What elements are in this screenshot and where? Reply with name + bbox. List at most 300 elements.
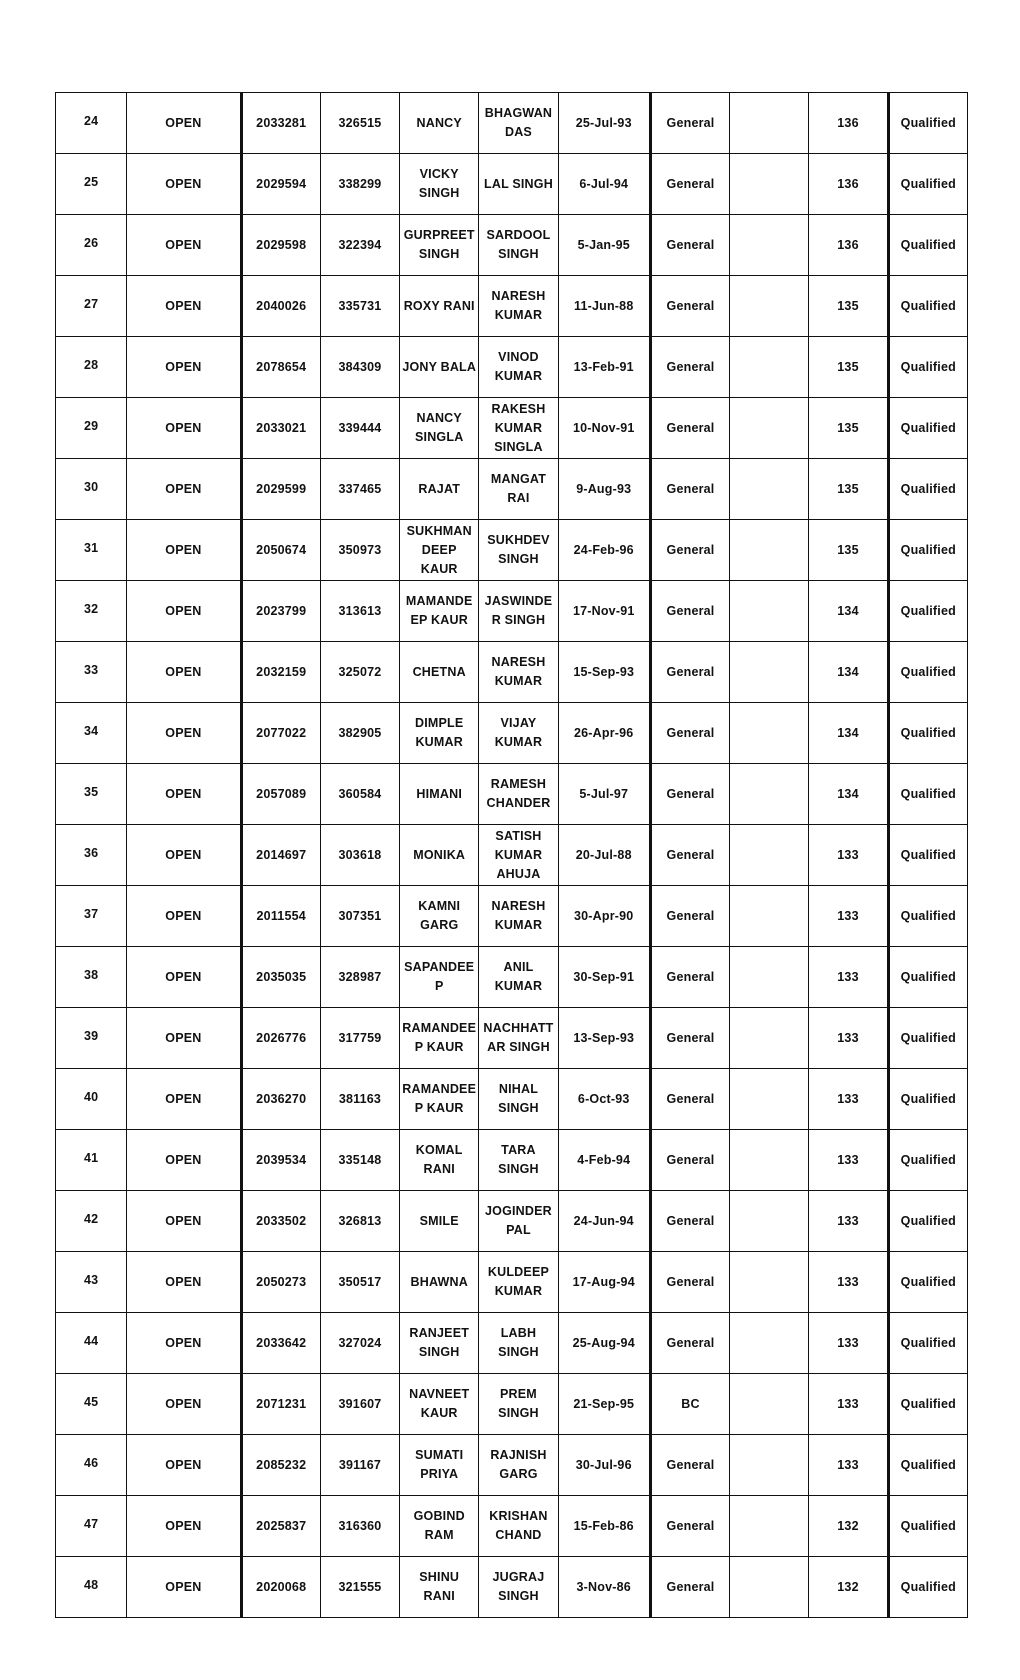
result-cell: Qualified — [888, 93, 967, 154]
registration-number-cell: 321555 — [320, 1557, 399, 1618]
serial-number-cell: 24 — [56, 93, 127, 154]
serial-number-cell: 26 — [56, 215, 127, 276]
roll-number-cell: 2029598 — [241, 215, 320, 276]
category-type-cell: OPEN — [127, 1313, 241, 1374]
category-type-cell: OPEN — [127, 886, 241, 947]
candidate-name-cell: HIMANI — [400, 764, 479, 825]
candidate-name-cell: SMILE — [400, 1191, 479, 1252]
empty-cell — [730, 1252, 809, 1313]
table-row — [56, 1252, 968, 1313]
date-of-birth-cell: 10-Nov-91 — [558, 398, 650, 459]
reservation-category-cell: General — [650, 520, 729, 581]
roll-number-cell: 2040026 — [241, 276, 320, 337]
category-type-cell: OPEN — [127, 337, 241, 398]
category-type-cell: OPEN — [127, 1557, 241, 1618]
empty-cell — [730, 459, 809, 520]
table-row — [56, 337, 968, 398]
result-cell: Qualified — [888, 581, 967, 642]
roll-number-cell: 2050273 — [241, 1252, 320, 1313]
result-cell: Qualified — [888, 825, 967, 886]
marks-cell: 134 — [809, 581, 888, 642]
marks-cell: 133 — [809, 1435, 888, 1496]
empty-cell — [730, 1069, 809, 1130]
registration-number-cell: 327024 — [320, 1313, 399, 1374]
candidate-name-cell: KAMNI GARG — [400, 886, 479, 947]
result-cell: Qualified — [888, 1557, 967, 1618]
roll-number-cell: 2033502 — [241, 1191, 320, 1252]
roll-number-cell: 2026776 — [241, 1008, 320, 1069]
father-name-cell: BHAGWAN DAS — [479, 93, 558, 154]
date-of-birth-cell: 17-Aug-94 — [558, 1252, 650, 1313]
registration-number-cell: 326813 — [320, 1191, 399, 1252]
result-cell: Qualified — [888, 1191, 967, 1252]
category-type-cell: OPEN — [127, 1008, 241, 1069]
registration-number-cell: 335731 — [320, 276, 399, 337]
roll-number-cell: 2020068 — [241, 1557, 320, 1618]
candidate-name-cell: GURPREET SINGH — [400, 215, 479, 276]
serial-number-cell: 46 — [56, 1435, 127, 1496]
category-type-cell: OPEN — [127, 1374, 241, 1435]
result-cell: Qualified — [888, 1130, 967, 1191]
candidate-name-cell: ROXY RANI — [400, 276, 479, 337]
reservation-category-cell: General — [650, 1191, 729, 1252]
reservation-category-cell: General — [650, 1130, 729, 1191]
roll-number-cell: 2033281 — [241, 93, 320, 154]
date-of-birth-cell: 30-Apr-90 — [558, 886, 650, 947]
table-row — [56, 1557, 968, 1618]
empty-cell — [730, 1130, 809, 1191]
registration-number-cell: 350973 — [320, 520, 399, 581]
roll-number-cell: 2025837 — [241, 1496, 320, 1557]
candidate-name-cell: BHAWNA — [400, 1252, 479, 1313]
marks-cell: 133 — [809, 947, 888, 1008]
date-of-birth-cell: 5-Jul-97 — [558, 764, 650, 825]
father-name-cell: JOGINDER PAL — [479, 1191, 558, 1252]
result-cell: Qualified — [888, 459, 967, 520]
empty-cell — [730, 642, 809, 703]
registration-number-cell: 381163 — [320, 1069, 399, 1130]
table-row — [56, 581, 968, 642]
result-cell: Qualified — [888, 764, 967, 825]
father-name-cell: NACHHATT AR SINGH — [479, 1008, 558, 1069]
reservation-category-cell: General — [650, 1435, 729, 1496]
empty-cell — [730, 154, 809, 215]
result-cell: Qualified — [888, 276, 967, 337]
table-row — [56, 1130, 968, 1191]
reservation-category-cell: General — [650, 703, 729, 764]
marks-cell: 133 — [809, 1069, 888, 1130]
marks-cell: 133 — [809, 886, 888, 947]
serial-number-cell: 35 — [56, 764, 127, 825]
category-type-cell: OPEN — [127, 520, 241, 581]
date-of-birth-cell: 15-Feb-86 — [558, 1496, 650, 1557]
registration-number-cell: 307351 — [320, 886, 399, 947]
table-row — [56, 1069, 968, 1130]
table-row — [56, 93, 968, 154]
roll-number-cell: 2029599 — [241, 459, 320, 520]
registration-number-cell: 325072 — [320, 642, 399, 703]
date-of-birth-cell: 3-Nov-86 — [558, 1557, 650, 1618]
reservation-category-cell: General — [650, 1313, 729, 1374]
reservation-category-cell: General — [650, 154, 729, 215]
serial-number-cell: 48 — [56, 1557, 127, 1618]
table-row — [56, 459, 968, 520]
result-cell: Qualified — [888, 215, 967, 276]
candidate-name-cell: JONY BALA — [400, 337, 479, 398]
category-type-cell: OPEN — [127, 1435, 241, 1496]
marks-cell: 134 — [809, 703, 888, 764]
candidate-name-cell: SUMATI PRIYA — [400, 1435, 479, 1496]
date-of-birth-cell: 30-Jul-96 — [558, 1435, 650, 1496]
reservation-category-cell: General — [650, 276, 729, 337]
father-name-cell: SATISH KUMAR AHUJA — [479, 825, 558, 886]
roll-number-cell: 2014697 — [241, 825, 320, 886]
table-row — [56, 947, 968, 1008]
roll-number-cell: 2032159 — [241, 642, 320, 703]
table-row — [56, 825, 968, 886]
table-row — [56, 1435, 968, 1496]
date-of-birth-cell: 25-Aug-94 — [558, 1313, 650, 1374]
father-name-cell: TARA SINGH — [479, 1130, 558, 1191]
category-type-cell: OPEN — [127, 398, 241, 459]
date-of-birth-cell: 24-Feb-96 — [558, 520, 650, 581]
registration-number-cell: 328987 — [320, 947, 399, 1008]
reservation-category-cell: General — [650, 886, 729, 947]
date-of-birth-cell: 6-Jul-94 — [558, 154, 650, 215]
marks-cell: 133 — [809, 1191, 888, 1252]
date-of-birth-cell: 11-Jun-88 — [558, 276, 650, 337]
father-name-cell: NARESH KUMAR — [479, 886, 558, 947]
empty-cell — [730, 581, 809, 642]
date-of-birth-cell: 26-Apr-96 — [558, 703, 650, 764]
registration-number-cell: 303618 — [320, 825, 399, 886]
marks-cell: 134 — [809, 642, 888, 703]
date-of-birth-cell: 13-Feb-91 — [558, 337, 650, 398]
candidate-name-cell: KOMAL RANI — [400, 1130, 479, 1191]
reservation-category-cell: General — [650, 764, 729, 825]
candidate-name-cell: RAJAT — [400, 459, 479, 520]
serial-number-cell: 45 — [56, 1374, 127, 1435]
category-type-cell: OPEN — [127, 947, 241, 1008]
candidate-name-cell: NANCY SINGLA — [400, 398, 479, 459]
registration-number-cell: 326515 — [320, 93, 399, 154]
category-type-cell: OPEN — [127, 93, 241, 154]
reservation-category-cell: General — [650, 215, 729, 276]
table-row — [56, 1374, 968, 1435]
father-name-cell: MANGAT RAI — [479, 459, 558, 520]
father-name-cell: KULDEEP KUMAR — [479, 1252, 558, 1313]
serial-number-cell: 40 — [56, 1069, 127, 1130]
registration-number-cell: 391607 — [320, 1374, 399, 1435]
date-of-birth-cell: 24-Jun-94 — [558, 1191, 650, 1252]
reservation-category-cell: General — [650, 825, 729, 886]
empty-cell — [730, 1557, 809, 1618]
category-type-cell: OPEN — [127, 1252, 241, 1313]
empty-cell — [730, 93, 809, 154]
result-cell: Qualified — [888, 1252, 967, 1313]
marks-cell: 136 — [809, 154, 888, 215]
father-name-cell: RAMESH CHANDER — [479, 764, 558, 825]
candidate-name-cell: RAMANDEE P KAUR — [400, 1008, 479, 1069]
reservation-category-cell: General — [650, 1069, 729, 1130]
father-name-cell: NARESH KUMAR — [479, 642, 558, 703]
roll-number-cell: 2078654 — [241, 337, 320, 398]
serial-number-cell: 34 — [56, 703, 127, 764]
father-name-cell: NIHAL SINGH — [479, 1069, 558, 1130]
marks-cell: 135 — [809, 459, 888, 520]
registration-number-cell: 391167 — [320, 1435, 399, 1496]
result-cell: Qualified — [888, 337, 967, 398]
table-row — [56, 1313, 968, 1374]
marks-cell: 133 — [809, 825, 888, 886]
result-cell: Qualified — [888, 1008, 967, 1069]
table-row — [56, 1191, 968, 1252]
serial-number-cell: 31 — [56, 520, 127, 581]
result-cell: Qualified — [888, 1313, 967, 1374]
result-cell: Qualified — [888, 886, 967, 947]
result-cell: Qualified — [888, 1496, 967, 1557]
serial-number-cell: 42 — [56, 1191, 127, 1252]
registration-number-cell: 360584 — [320, 764, 399, 825]
serial-number-cell: 29 — [56, 398, 127, 459]
date-of-birth-cell: 5-Jan-95 — [558, 215, 650, 276]
table-row — [56, 215, 968, 276]
category-type-cell: OPEN — [127, 581, 241, 642]
marks-cell: 133 — [809, 1008, 888, 1069]
father-name-cell: SARDOOL SINGH — [479, 215, 558, 276]
category-type-cell: OPEN — [127, 1191, 241, 1252]
empty-cell — [730, 398, 809, 459]
date-of-birth-cell: 9-Aug-93 — [558, 459, 650, 520]
serial-number-cell: 43 — [56, 1252, 127, 1313]
empty-cell — [730, 1313, 809, 1374]
candidate-name-cell: MONIKA — [400, 825, 479, 886]
table-row — [56, 154, 968, 215]
result-cell: Qualified — [888, 1435, 967, 1496]
category-type-cell: OPEN — [127, 703, 241, 764]
category-type-cell: OPEN — [127, 764, 241, 825]
table-row — [56, 1496, 968, 1557]
empty-cell — [730, 276, 809, 337]
father-name-cell: LAL SINGH — [479, 154, 558, 215]
serial-number-cell: 41 — [56, 1130, 127, 1191]
father-name-cell: RAJNISH GARG — [479, 1435, 558, 1496]
roll-number-cell: 2023799 — [241, 581, 320, 642]
serial-number-cell: 37 — [56, 886, 127, 947]
result-cell: Qualified — [888, 520, 967, 581]
father-name-cell: PREM SINGH — [479, 1374, 558, 1435]
marks-cell: 135 — [809, 276, 888, 337]
father-name-cell: VIJAY KUMAR — [479, 703, 558, 764]
result-cell: Qualified — [888, 1069, 967, 1130]
reservation-category-cell: General — [650, 1496, 729, 1557]
serial-number-cell: 39 — [56, 1008, 127, 1069]
father-name-cell: JUGRAJ SINGH — [479, 1557, 558, 1618]
registration-number-cell: 382905 — [320, 703, 399, 764]
category-type-cell: OPEN — [127, 459, 241, 520]
result-cell: Qualified — [888, 642, 967, 703]
empty-cell — [730, 337, 809, 398]
marks-cell: 132 — [809, 1496, 888, 1557]
father-name-cell: SUKHDEV SINGH — [479, 520, 558, 581]
reservation-category-cell: General — [650, 337, 729, 398]
reservation-category-cell: General — [650, 947, 729, 1008]
reservation-category-cell: General — [650, 642, 729, 703]
serial-number-cell: 28 — [56, 337, 127, 398]
candidate-name-cell: RAMANDEE P KAUR — [400, 1069, 479, 1130]
category-type-cell: OPEN — [127, 1496, 241, 1557]
reservation-category-cell: General — [650, 1252, 729, 1313]
father-name-cell: LABH SINGH — [479, 1313, 558, 1374]
candidate-name-cell: MAMANDE EP KAUR — [400, 581, 479, 642]
empty-cell — [730, 1374, 809, 1435]
roll-number-cell: 2036270 — [241, 1069, 320, 1130]
table-row — [56, 703, 968, 764]
table-row — [56, 520, 968, 581]
father-name-cell: VINOD KUMAR — [479, 337, 558, 398]
marks-cell: 136 — [809, 215, 888, 276]
registration-number-cell: 313613 — [320, 581, 399, 642]
roll-number-cell: 2071231 — [241, 1374, 320, 1435]
date-of-birth-cell: 15-Sep-93 — [558, 642, 650, 703]
result-cell: Qualified — [888, 1374, 967, 1435]
roll-number-cell: 2035035 — [241, 947, 320, 1008]
results-table — [55, 92, 968, 1618]
empty-cell — [730, 1496, 809, 1557]
candidate-name-cell: SAPANDEE P — [400, 947, 479, 1008]
table-row — [56, 764, 968, 825]
registration-number-cell: 339444 — [320, 398, 399, 459]
empty-cell — [730, 520, 809, 581]
registration-number-cell: 338299 — [320, 154, 399, 215]
empty-cell — [730, 215, 809, 276]
reservation-category-cell: General — [650, 1557, 729, 1618]
marks-cell: 136 — [809, 93, 888, 154]
date-of-birth-cell: 6-Oct-93 — [558, 1069, 650, 1130]
registration-number-cell: 337465 — [320, 459, 399, 520]
roll-number-cell: 2029594 — [241, 154, 320, 215]
marks-cell: 132 — [809, 1557, 888, 1618]
reservation-category-cell: General — [650, 459, 729, 520]
candidate-name-cell: SHINU RANI — [400, 1557, 479, 1618]
reservation-category-cell: General — [650, 398, 729, 459]
candidate-name-cell: NAVNEET KAUR — [400, 1374, 479, 1435]
empty-cell — [730, 1435, 809, 1496]
registration-number-cell: 317759 — [320, 1008, 399, 1069]
candidate-name-cell: GOBIND RAM — [400, 1496, 479, 1557]
marks-cell: 133 — [809, 1130, 888, 1191]
candidate-name-cell: RANJEET SINGH — [400, 1313, 479, 1374]
roll-number-cell: 2077022 — [241, 703, 320, 764]
marks-cell: 135 — [809, 398, 888, 459]
result-cell: Qualified — [888, 947, 967, 1008]
date-of-birth-cell: 20-Jul-88 — [558, 825, 650, 886]
date-of-birth-cell: 13-Sep-93 — [558, 1008, 650, 1069]
category-type-cell: OPEN — [127, 1069, 241, 1130]
roll-number-cell: 2039534 — [241, 1130, 320, 1191]
category-type-cell: OPEN — [127, 825, 241, 886]
empty-cell — [730, 703, 809, 764]
roll-number-cell: 2050674 — [241, 520, 320, 581]
marks-cell: 133 — [809, 1252, 888, 1313]
father-name-cell: ANIL KUMAR — [479, 947, 558, 1008]
category-type-cell: OPEN — [127, 154, 241, 215]
serial-number-cell: 25 — [56, 154, 127, 215]
reservation-category-cell: General — [650, 1008, 729, 1069]
candidate-name-cell: NANCY — [400, 93, 479, 154]
reservation-category-cell: General — [650, 581, 729, 642]
marks-cell: 134 — [809, 764, 888, 825]
empty-cell — [730, 825, 809, 886]
registration-number-cell: 322394 — [320, 215, 399, 276]
serial-number-cell: 27 — [56, 276, 127, 337]
table-row — [56, 398, 968, 459]
marks-cell: 135 — [809, 337, 888, 398]
date-of-birth-cell: 17-Nov-91 — [558, 581, 650, 642]
candidate-name-cell: CHETNA — [400, 642, 479, 703]
serial-number-cell: 47 — [56, 1496, 127, 1557]
result-cell: Qualified — [888, 154, 967, 215]
table-body — [56, 93, 968, 1618]
result-cell: Qualified — [888, 398, 967, 459]
category-type-cell: OPEN — [127, 1130, 241, 1191]
roll-number-cell: 2011554 — [241, 886, 320, 947]
date-of-birth-cell: 30-Sep-91 — [558, 947, 650, 1008]
reservation-category-cell: General — [650, 93, 729, 154]
father-name-cell: JASWINDER SINGH — [479, 581, 558, 642]
registration-number-cell: 384309 — [320, 337, 399, 398]
date-of-birth-cell: 21-Sep-95 — [558, 1374, 650, 1435]
empty-cell — [730, 886, 809, 947]
marks-cell: 133 — [809, 1374, 888, 1435]
candidate-name-cell: DIMPLE KUMAR — [400, 703, 479, 764]
serial-number-cell: 38 — [56, 947, 127, 1008]
table-row — [56, 1008, 968, 1069]
registration-number-cell: 335148 — [320, 1130, 399, 1191]
marks-cell: 135 — [809, 520, 888, 581]
serial-number-cell: 32 — [56, 581, 127, 642]
serial-number-cell: 44 — [56, 1313, 127, 1374]
father-name-cell: KRISHAN CHAND — [479, 1496, 558, 1557]
empty-cell — [730, 947, 809, 1008]
serial-number-cell: 33 — [56, 642, 127, 703]
registration-number-cell: 316360 — [320, 1496, 399, 1557]
father-name-cell: NARESH KUMAR — [479, 276, 558, 337]
result-cell: Qualified — [888, 703, 967, 764]
table-row — [56, 276, 968, 337]
category-type-cell: OPEN — [127, 215, 241, 276]
date-of-birth-cell: 4-Feb-94 — [558, 1130, 650, 1191]
marks-cell: 133 — [809, 1313, 888, 1374]
roll-number-cell: 2085232 — [241, 1435, 320, 1496]
serial-number-cell: 30 — [56, 459, 127, 520]
empty-cell — [730, 764, 809, 825]
empty-cell — [730, 1008, 809, 1069]
registration-number-cell: 350517 — [320, 1252, 399, 1313]
serial-number-cell: 36 — [56, 825, 127, 886]
category-type-cell: OPEN — [127, 276, 241, 337]
father-name-cell: RAKESH KUMAR SINGLA — [479, 398, 558, 459]
reservation-category-cell: BC — [650, 1374, 729, 1435]
candidate-name-cell: VICKY SINGH — [400, 154, 479, 215]
date-of-birth-cell: 25-Jul-93 — [558, 93, 650, 154]
roll-number-cell: 2033642 — [241, 1313, 320, 1374]
candidate-name-cell: SUKHMAN DEEP KAUR — [400, 520, 479, 581]
roll-number-cell: 2057089 — [241, 764, 320, 825]
empty-cell — [730, 1191, 809, 1252]
table-row — [56, 886, 968, 947]
category-type-cell: OPEN — [127, 642, 241, 703]
